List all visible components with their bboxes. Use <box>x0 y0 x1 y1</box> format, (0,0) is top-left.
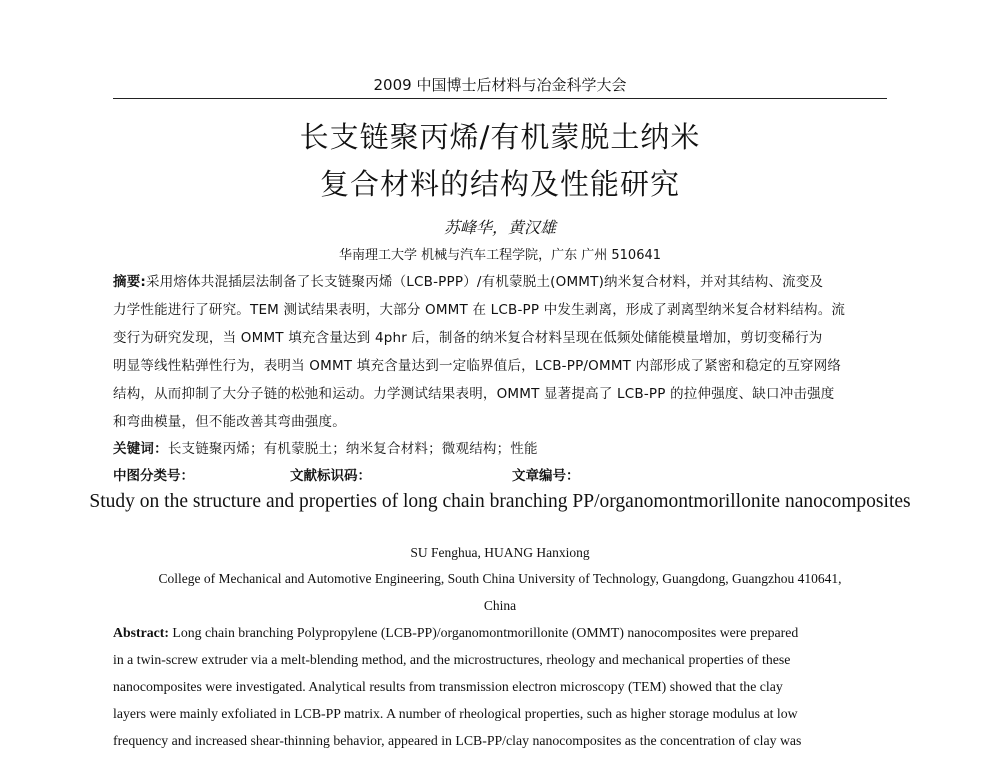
header-rule <box>113 98 887 99</box>
document-code-label: 文献标识码： <box>290 468 371 484</box>
keywords-cn-label: 关键词： <box>113 441 168 457</box>
keywords-cn <box>113 437 887 457</box>
clc-number-label: 中图分类号： <box>113 468 194 484</box>
abstract-cn-label: 摘要: <box>113 274 146 290</box>
abstract-cn-line: 结构，从而抑制了大分子链的松弛和运动。力学测试结果表明，OMMT 显著提高了 LCB-PP 的拉伸强度、缺口冲击强度 <box>113 386 835 402</box>
paper-title-en: Study on the structure and properties of long chain branching PP/organomontmorillonite nanocomposites <box>89 491 911 512</box>
abstract-en-label: Abstract: <box>113 625 169 640</box>
paper-title-cn-line2: 复合材料的结构及性能研究 <box>319 167 680 201</box>
abstract-en-line <box>113 625 887 641</box>
abstract-cn-line: 明显等线性粘弹性行为，表明当 OMMT 填充含量达到一定临界值后，LCB-PP/OMMT 内部形成了紧密和稳定的互穿网络 <box>113 358 842 374</box>
abstract-cn-line <box>113 270 887 290</box>
abstract-cn-line: 变行为研究发现，当 OMMT 填充含量达到 4phr 后，制备的纳米复合材料呈现在低频处储能模量增加，剪切变稀行为 <box>113 330 823 346</box>
affiliation-cn: 华南理工大学 机械与汽车工程学院，广东 广州 510641 <box>338 248 662 263</box>
paper-title-cn-line1: 长支链聚丙烯/有机蒙脱土纳米 <box>299 120 701 154</box>
conference-header: 2009 中国博士后材料与冶金科学大会 <box>373 76 627 94</box>
abstract-cn-line: 和弯曲模量，但不能改善其弯曲强度。 <box>113 414 346 430</box>
article-number-label: 文章编号： <box>512 468 580 484</box>
authors-cn: 苏峰华，黄汉雄 <box>443 218 556 237</box>
abstract-en-line: layers were mainly exfoliated in LCB-PP matrix. A number of rheological properties, such as higher storage modulus at low <box>113 706 798 721</box>
authors-en: SU Fenghua, HUANG Hanxiong <box>410 545 590 560</box>
abstract-en-text: Long chain branching Polypropylene (LCB-PP)/organomontmorillonite (OMMT) nanocomposites were prepared <box>168 625 799 640</box>
affiliation-en-line1: College of Mechanical and Automotive Engineering, South China University of Technology, Guangdong, Guangzhou 410641, <box>158 571 842 586</box>
abstract-cn-line: 力学性能进行了研究。TEM 测试结果表明，大部分 OMMT 在 LCB-PP 中发生剥离，形成了剥离型纳米复合材料结构。流 <box>113 302 846 318</box>
abstract-en-line: nanocomposites were investigated. Analytical results from transmission electron microscopy (TEM) showed that the clay <box>113 679 783 694</box>
abstract-cn-text: 采用熔体共混插层法制备了长支链聚丙烯（LCB-PPP）/有机蒙脱土(OMMT)纳米复合材料，并对其结构、流变及 <box>146 274 824 290</box>
keywords-cn-text: 长支链聚丙烯；有机蒙脱土；纳米复合材料；微观结构；性能 <box>167 441 538 457</box>
abstract-en-line: in a twin-screw extruder via a melt-blending method, and the microstructures, rheology and mechanical properties of these <box>113 652 791 667</box>
affiliation-en-line2: China <box>483 598 517 613</box>
abstract-en-line: frequency and increased shear-thinning behavior, appeared in LCB-PP/clay nanocomposites as the concentration of clay was <box>113 733 802 748</box>
